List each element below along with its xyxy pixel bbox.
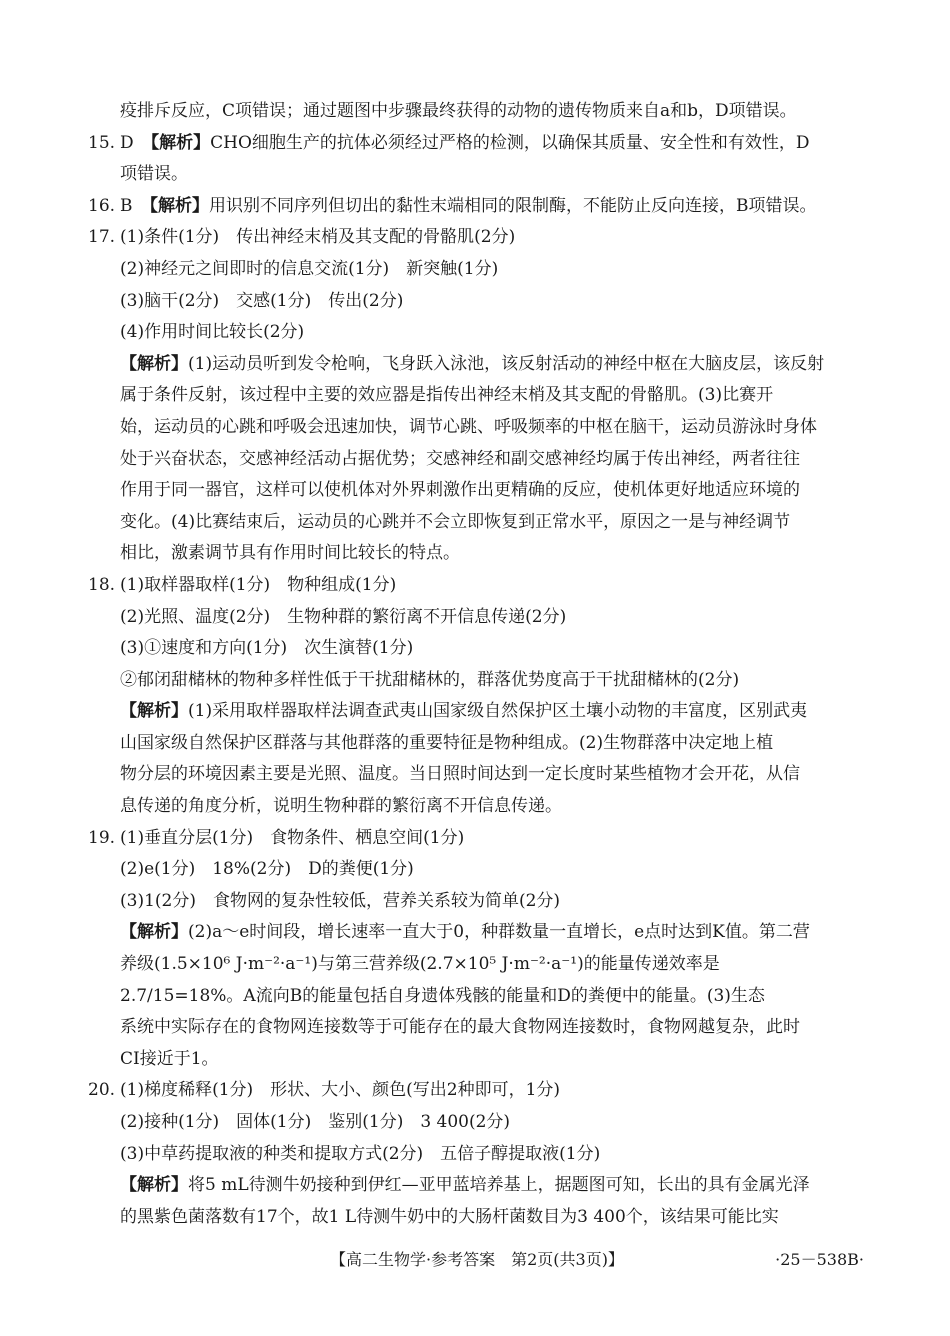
text-line: 物分层的环境因素主要是光照、温度。当日照时间达到一定长度时某些植物才会开花，从信 [120,764,800,785]
text-line: 属于条件反射，该过程中主要的效应器是指传出神经末梢及其支配的骨骼肌。(3)比赛开 [120,385,774,406]
analysis-line: 【解析】(1)采用取样器取样法调查武夷山国家级自然保护区土壤小动物的丰富度，区别武夷 [120,701,808,722]
analysis-tag: 【解析】 [120,701,188,722]
analysis-tag: 【解析】 [120,1175,188,1196]
text-line: CI接近于1。 [120,1048,219,1069]
text-line: (3)①速度和方向(1分) 次生演替(1分) [120,638,414,659]
question-number: 20. [88,1080,116,1101]
text-line: 处于兴奋状态，交感神经活动占据优势；交感神经和副交感神经均属于传出神经，两者往往 [120,448,800,469]
answer-letter: D [120,132,134,153]
text-line: (2)神经元之间即时的信息交流(1分) 新突触(1分) [120,258,499,279]
text-line: 系统中实际存在的食物网连接数等于可能存在的最大食物网连接数时，食物网越复杂，此时 [120,1017,800,1038]
question-number: 15. [88,132,116,153]
answer-19: 19. (1)垂直分层(1分) 食物条件、栖息空间(1分) [88,823,864,855]
text-line: (2)e(1分) 18%(2分) D的粪便(1分) [120,859,414,880]
footer-title: 【高二生物学·参考答案 第2页(共3页)】 [330,1250,624,1269]
answer-letter: B [120,195,133,216]
text-line: 作用于同一器官，这样可以使机体对外界刺激作出更精确的反应，使机体更好地适应环境的 [120,480,800,501]
text-line: (3)中草药提取液的种类和提取方式(2分) 五倍子醇提取液(1分) [120,1143,601,1164]
text-line: 的黑紫色菌落数有17个，故1 L待测牛奶中的大肠杆菌数目为3 400个，该结果可能比实 [120,1206,779,1227]
analysis-line: 【解析】将5 mL待测牛奶接种到伊红—亚甲蓝培养基上，据题图可知，长出的具有金属光泽 [120,1175,810,1196]
answer-20: 20. (1)梯度稀释(1分) 形状、大小、颜色(写出2种即可，1分) [88,1075,864,1107]
question-number: 17. [88,227,116,248]
text-line: (4)作用时间比较长(2分) [120,322,305,343]
analysis-tag: 【解析】 [149,195,209,216]
text-line: ②郁闭甜槠林的物种多样性低于干扰甜槠林的，群落优势度高于干扰甜槠林的(2分) [120,669,740,690]
question-number: 18. [88,574,116,595]
text-line: 始，运动员的心跳和呼吸会迅速加快，调节心跳、呼吸频率的中枢在脑干，运动员游泳时身体 [120,416,817,437]
page-footer [0,1248,950,1272]
text-line: 息传递的角度分析，说明生物种群的繁衍离不开信息传递。 [120,796,562,817]
answer-17: 17. (1)条件(1分) 传出神经末梢及其支配的骨骼肌(2分) [88,222,864,254]
text-line: 疫排斥反应，C项错误；通过题图中步骤最终获得的动物的遗传物质来自a和b，D项错误。 [120,101,797,121]
text-line: 山国家级自然保护区群落与其他群落的重要特征是物种组成。(2)生物群落中决定地上植 [120,732,774,753]
text-line: (3)脑干(2分) 交感(1分) 传出(2分) [120,290,404,311]
answer-18: 18. (1)取样器取样(1分) 物种组成(1分) [88,570,864,602]
text-line: 项错误。 [120,164,188,185]
question-number: 16. [88,195,116,216]
text-line: (3)1(2分) 食物网的复杂性较低，营养关系较为简单(2分) [120,890,561,911]
analysis-line: 【解析】(2)a～e时间段，增长速率一直大于0，种群数量一直增长，e点时达到K值。第二营 [120,922,810,943]
answer-15: 15. D 【解析】CHO细胞生产的抗体必须经过严格的检测，以确保其质量、安全性和有效性，D [88,128,864,160]
text-line: 2.7/15=18%。A流向B的能量包括自身遗体残骸的能量和D的粪便中的能量。(3)生态 [120,985,765,1006]
question-number: 19. [88,827,116,848]
analysis-tag: 【解析】 [150,132,211,153]
text-line: 变化。(4)比赛结束后，运动员的心跳并不会立即恢复到正常水平，原因之一是与神经调节 [120,511,791,532]
text-line: (2)光照、温度(2分) 生物种群的繁衍离不开信息传递(2分) [120,606,567,627]
answer-16: 16. B 【解析】用识别不同序列但切出的黏性末端相同的限制酶，不能防止反向连接，B项错误。 [88,191,864,223]
analysis-line: 【解析】(1)运动员听到发令枪响，飞身跃入泳池，该反射活动的神经中枢在大脑皮层，该反射 [120,353,825,374]
text-line: 养级(1.5×10⁶ J·m⁻²·a⁻¹)与第三营养级(2.7×10⁵ J·m⁻²·a⁻¹)的能量传递效率是 [120,954,720,975]
text-line: 相比，激素调节具有作用时间比较长的特点。 [120,543,460,564]
text-line: (2)接种(1分) 固体(1分) 鉴别(1分) 3 400(2分) [120,1112,511,1132]
analysis-tag: 【解析】 [120,922,188,943]
footer-code: ·25－538B· [775,1250,864,1269]
analysis-tag: 【解析】 [120,353,188,374]
